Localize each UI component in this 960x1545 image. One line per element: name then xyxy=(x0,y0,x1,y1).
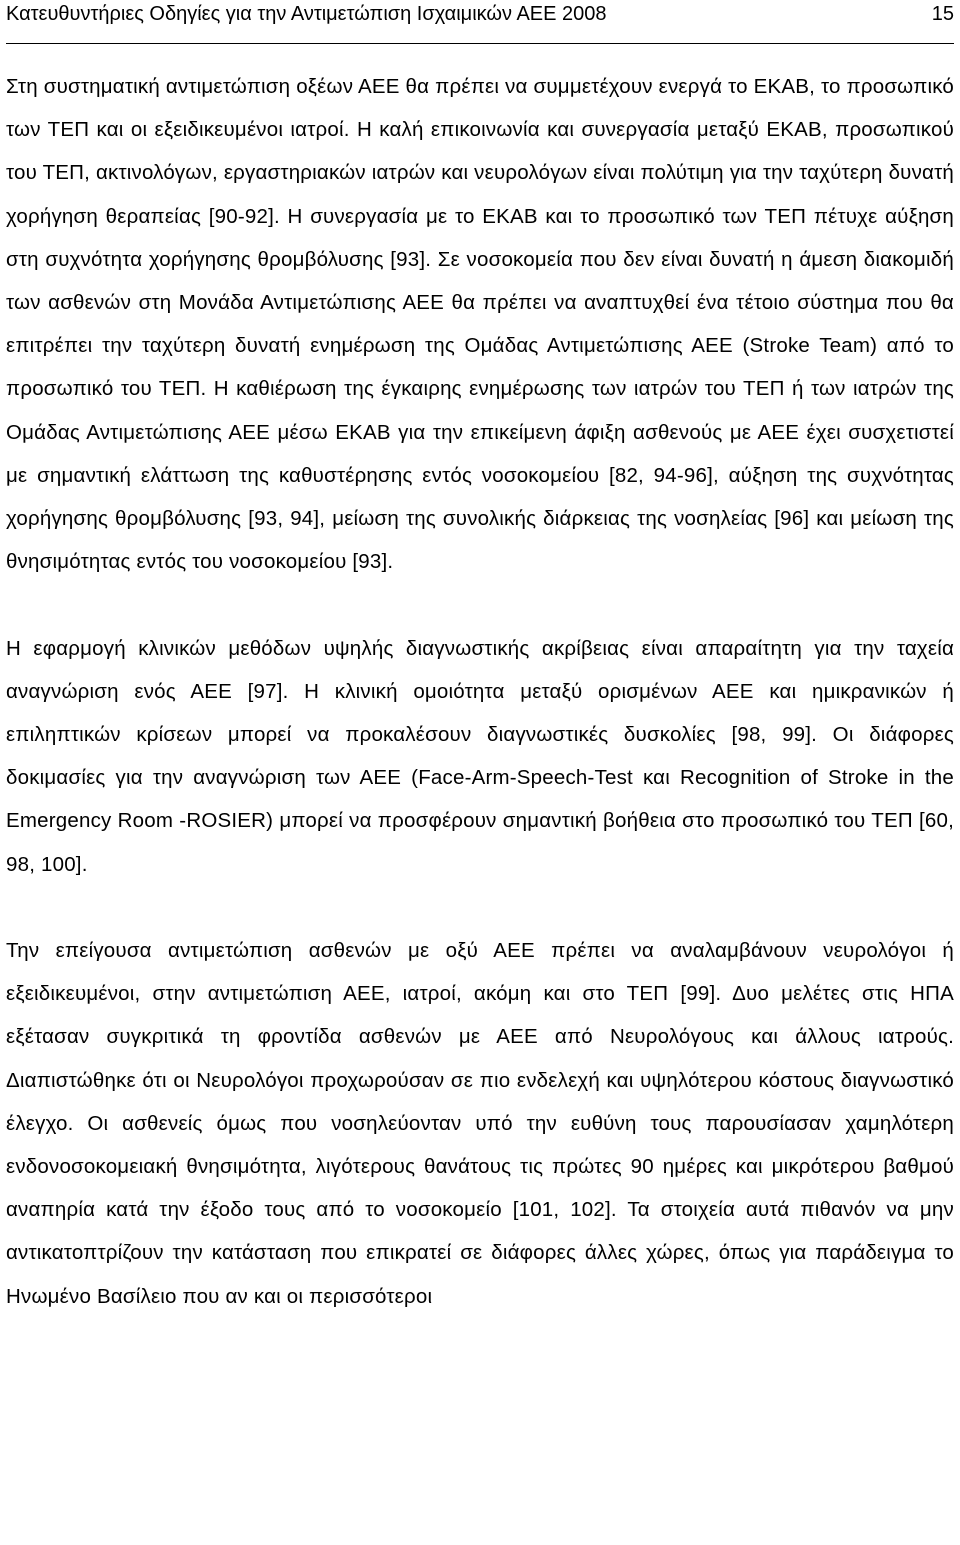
paragraph-diagnosis-methods: Η εφαρμογή κλινικών μεθόδων υψηλής διαγνωστικής ακρίβειας είναι απαραίτητη για την ταχεία αναγνώριση ενός ΑΕΕ [97]. Η κλινική ομοιότητα μεταξύ ορισμένων ΑΕΕ και ημικρανικών ή επιληπτικών κρίσεων μπορεί να προκαλέσουν διαγνωστικές δυσκολίες [98, 99]. Οι διάφορες δοκιμασίες για την αναγνώριση των ΑΕΕ (Face-Arm-Speech-Test και Recognition of Stroke in the Emergency Room -ROSIER) μπορεί να προσφέρουν σημαντική βοήθεια στο προσωπικό του ΤΕΠ [60, 98, 100]. xyxy=(6,636,954,876)
page-header xyxy=(6,0,954,44)
header-title: Κατευθυντήριες Οδηγίες για την Αντιμετώπιση Ισχαιμικών ΑΕΕ 2008 xyxy=(6,3,607,25)
document-body xyxy=(6,65,954,1318)
paragraph-stroke-systems: Στη συστηματική αντιμετώπιση οξέων ΑΕΕ θα πρέπει να συμμετέχουν ενεργά το ΕΚΑΒ, το προσωπικό των ΤΕΠ και οι εξειδικευμένοι ιατροί. Η καλή επικοινωνία και συνεργασία μεταξύ ΕΚΑΒ, προσωπικού του ΤΕΠ, ακτινολόγων, εργαστηριακών ιατρών και νευρολόγων είναι πολύτιμη για την ταχύτερη δυνατή χορήγηση θεραπείας [90-92]. Η συνεργασία με το ΕΚΑΒ και το προσωπικό των ΤΕΠ πέτυχε αύξηση στη συχνότητα χορήγησης θρομβόλυσης [93]. Σε νοσοκομεία που δεν είναι δυνατή η άμεση διακομιδή των ασθενών στη Μονάδα Αντιμετώπισης ΑΕΕ θα πρέπει να αναπτυχθεί ένα τέτοιο σύστημα που θα επιτρέπει την ταχύτερη δυνατή ενημέρωση της Ομάδας Αντιμετώπισης ΑΕΕ (Stroke Team) από το προσωπικό του ΤΕΠ. Η καθιέρωση της έγκαιρης ενημέρωσης των ιατρών του ΤΕΠ ή των ιατρών της Ομάδας Αντιμετώπισης ΑΕΕ μέσω ΕΚΑΒ για την επικείμενη άφιξη ασθενούς με ΑΕΕ έχει συσχετιστεί με σημαντική ελάττωση της καθυστέρησης εντός νοσοκομείου [82, 94-96], αύξηση της συχνότητας χορήγησης θρομβόλυσης [93, 94], μείωση της συνολικής διάρκειας της νοσηλείας [96] και μείωση της θνησιμότητας εντός του νοσοκομείου [93]. xyxy=(6,75,954,574)
paragraph-spacer xyxy=(6,886,954,929)
page-number: 15 xyxy=(931,3,954,25)
paragraph-spacer xyxy=(6,583,954,626)
document-page xyxy=(6,0,954,1318)
paragraph-neurologist-care: Την επείγουσα αντιμετώπιση ασθενών με οξύ ΑΕΕ πρέπει να αναλαμβάνουν νευρολόγοι ή εξειδικευμένοι, στην αντιμετώπιση ΑΕΕ, ιατροί, ακόμη και στο ΤΕΠ [99]. Δυο μελέτες στις ΗΠΑ εξέτασαν συγκριτικά τη φροντίδα ασθενών με ΑΕΕ από Νευρολόγους και άλλους ιατρούς. Διαπιστώθηκε ότι οι Νευρολόγοι προχωρούσαν σε πιο ενδελεχή και υψηλότερου κόστους διαγνωστικό έλεγχο. Οι ασθενείς όμως που νοσηλεύονταν υπό την ευθύνη τους παρουσίασαν χαμηλότερη ενδονοσοκομειακή θνησιμότητα, λιγότερους θανάτους τις πρώτες 90 ημέρες και μικρότερου βαθμού αναπηρία κατά την έξοδο τους από το νοσοκομείο [101, 102]. Τα στοιχεία αυτά πιθανόν να μην αντικατοπτρίζουν την κατάσταση που επικρατεί σε διάφορες άλλες χώρες, όπως για παράδειγμα το Ηνωμένο Βασίλειο που αν και οι περισσότεροι xyxy=(6,939,954,1308)
